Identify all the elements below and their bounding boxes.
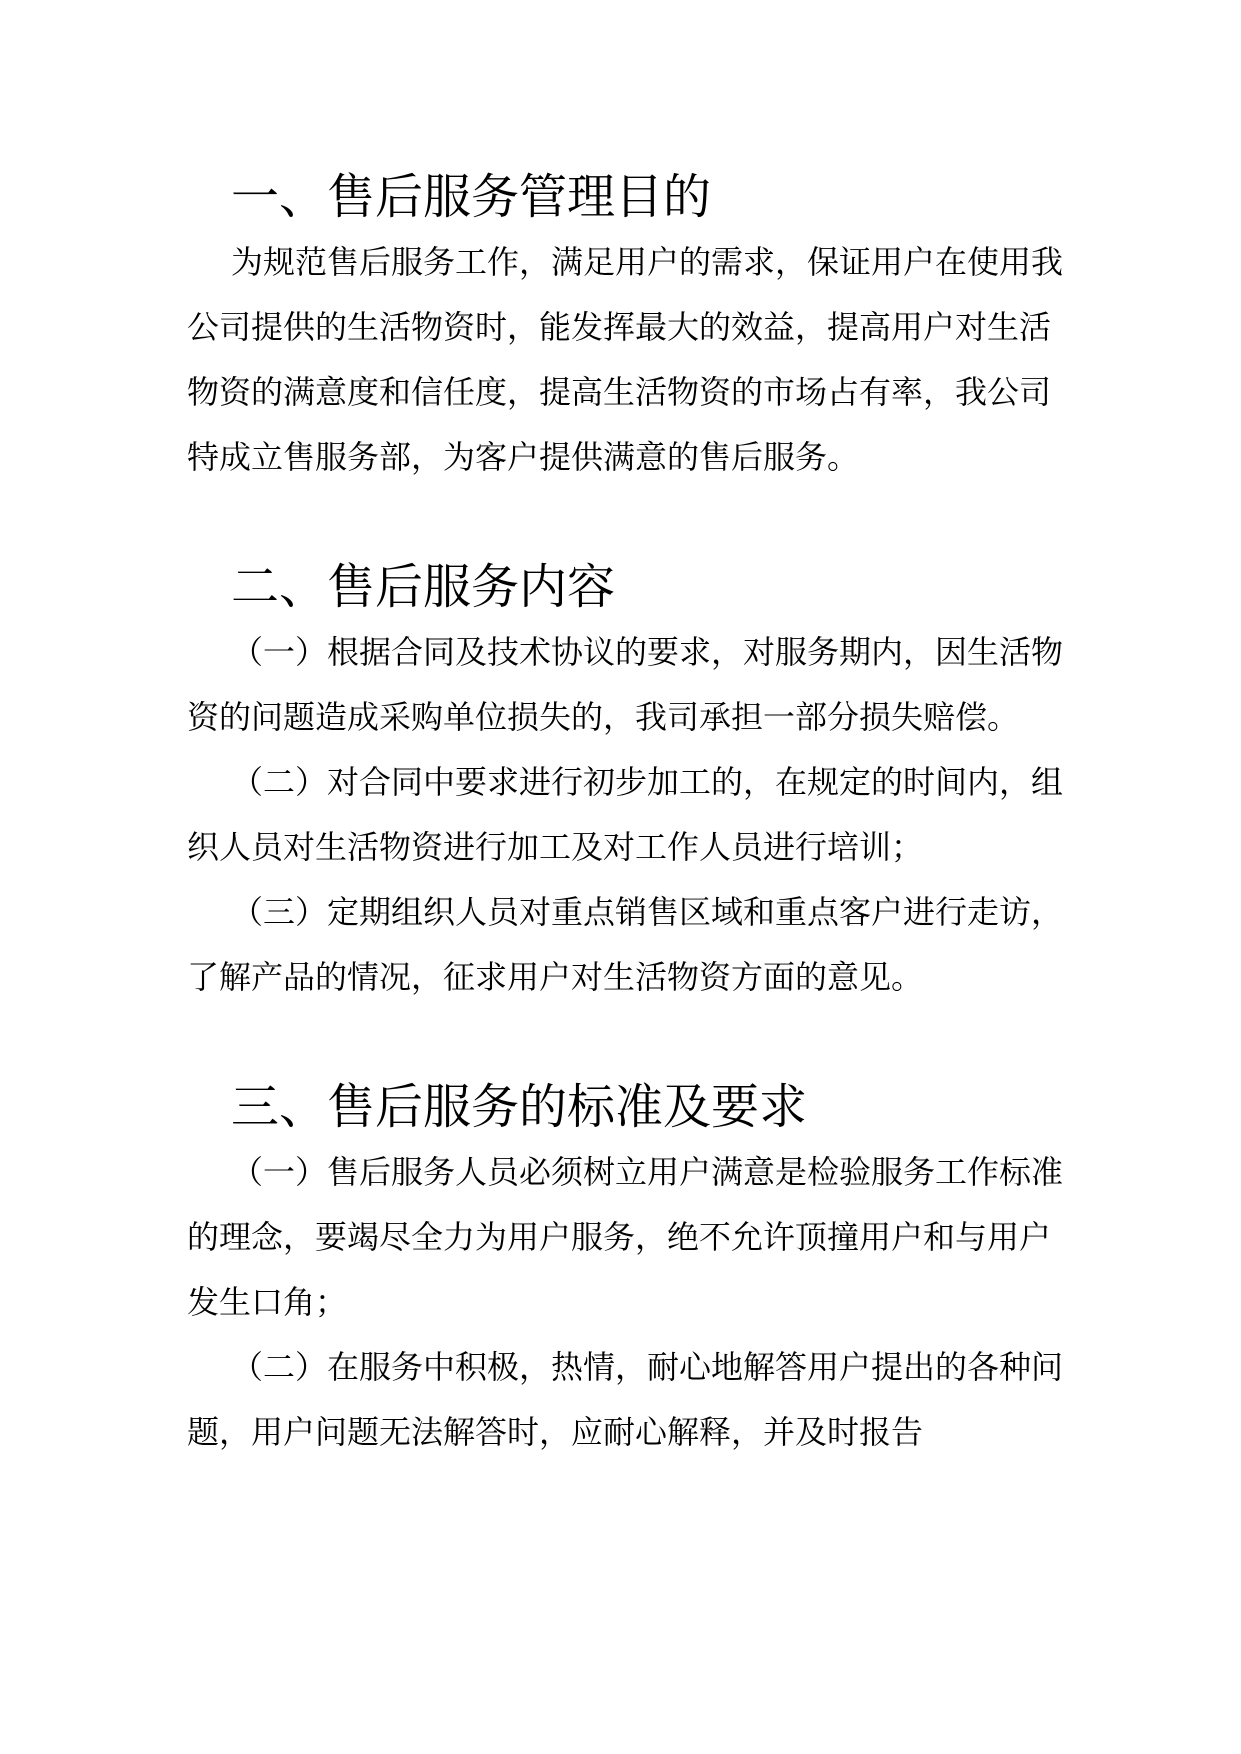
section-3-paragraph-2: （二）在服务中积极，热情，耐心地解答用户提出的各种问题，用户问题无法解答时，应耐心解释，并及时报告	[187, 1348, 1064, 1451]
section-1-heading: 一、售后服务管理目的	[231, 169, 712, 225]
section-2-paragraph-3: （三）定期组织人员对重点销售区域和重点客户进行走访，了解产品的情况，征求用户对生活物资方面的意见。	[187, 893, 1064, 996]
section-divider	[187, 1010, 1067, 1075]
section-3-paragraph-1: （一）售后服务人员必须树立用户满意是检验服务工作标准的理念，要竭尽全力为用户服务，绝不允许顶撞用户和与用户发生口角；	[187, 1153, 1064, 1321]
section-3-heading: 三、售后服务的标准及要求	[231, 1079, 808, 1135]
section-1-paragraph-1: 为规范售后服务工作，满足用户的需求，保证用户在使用我公司提供的生活物资时，能发挥最大的效益，提高用户对生活物资的满意度和信任度，提高生活物资的市场占有率，我公司特成立售服务部，为客户提供满意的售后服务。	[187, 243, 1064, 476]
section-divider	[187, 490, 1067, 555]
document-body	[187, 165, 1067, 1465]
section-2-paragraph-2: （二）对合同中要求进行初步加工的，在规定的时间内，组织人员对生活物资进行加工及对工作人员进行培训；	[187, 763, 1064, 866]
section-2-paragraph-1: （一）根据合同及技术协议的要求，对服务期内，因生活物资的问题造成采购单位损失的，我司承担一部分损失赔偿。	[187, 633, 1064, 736]
section-2-heading: 二、售后服务内容	[231, 559, 616, 615]
